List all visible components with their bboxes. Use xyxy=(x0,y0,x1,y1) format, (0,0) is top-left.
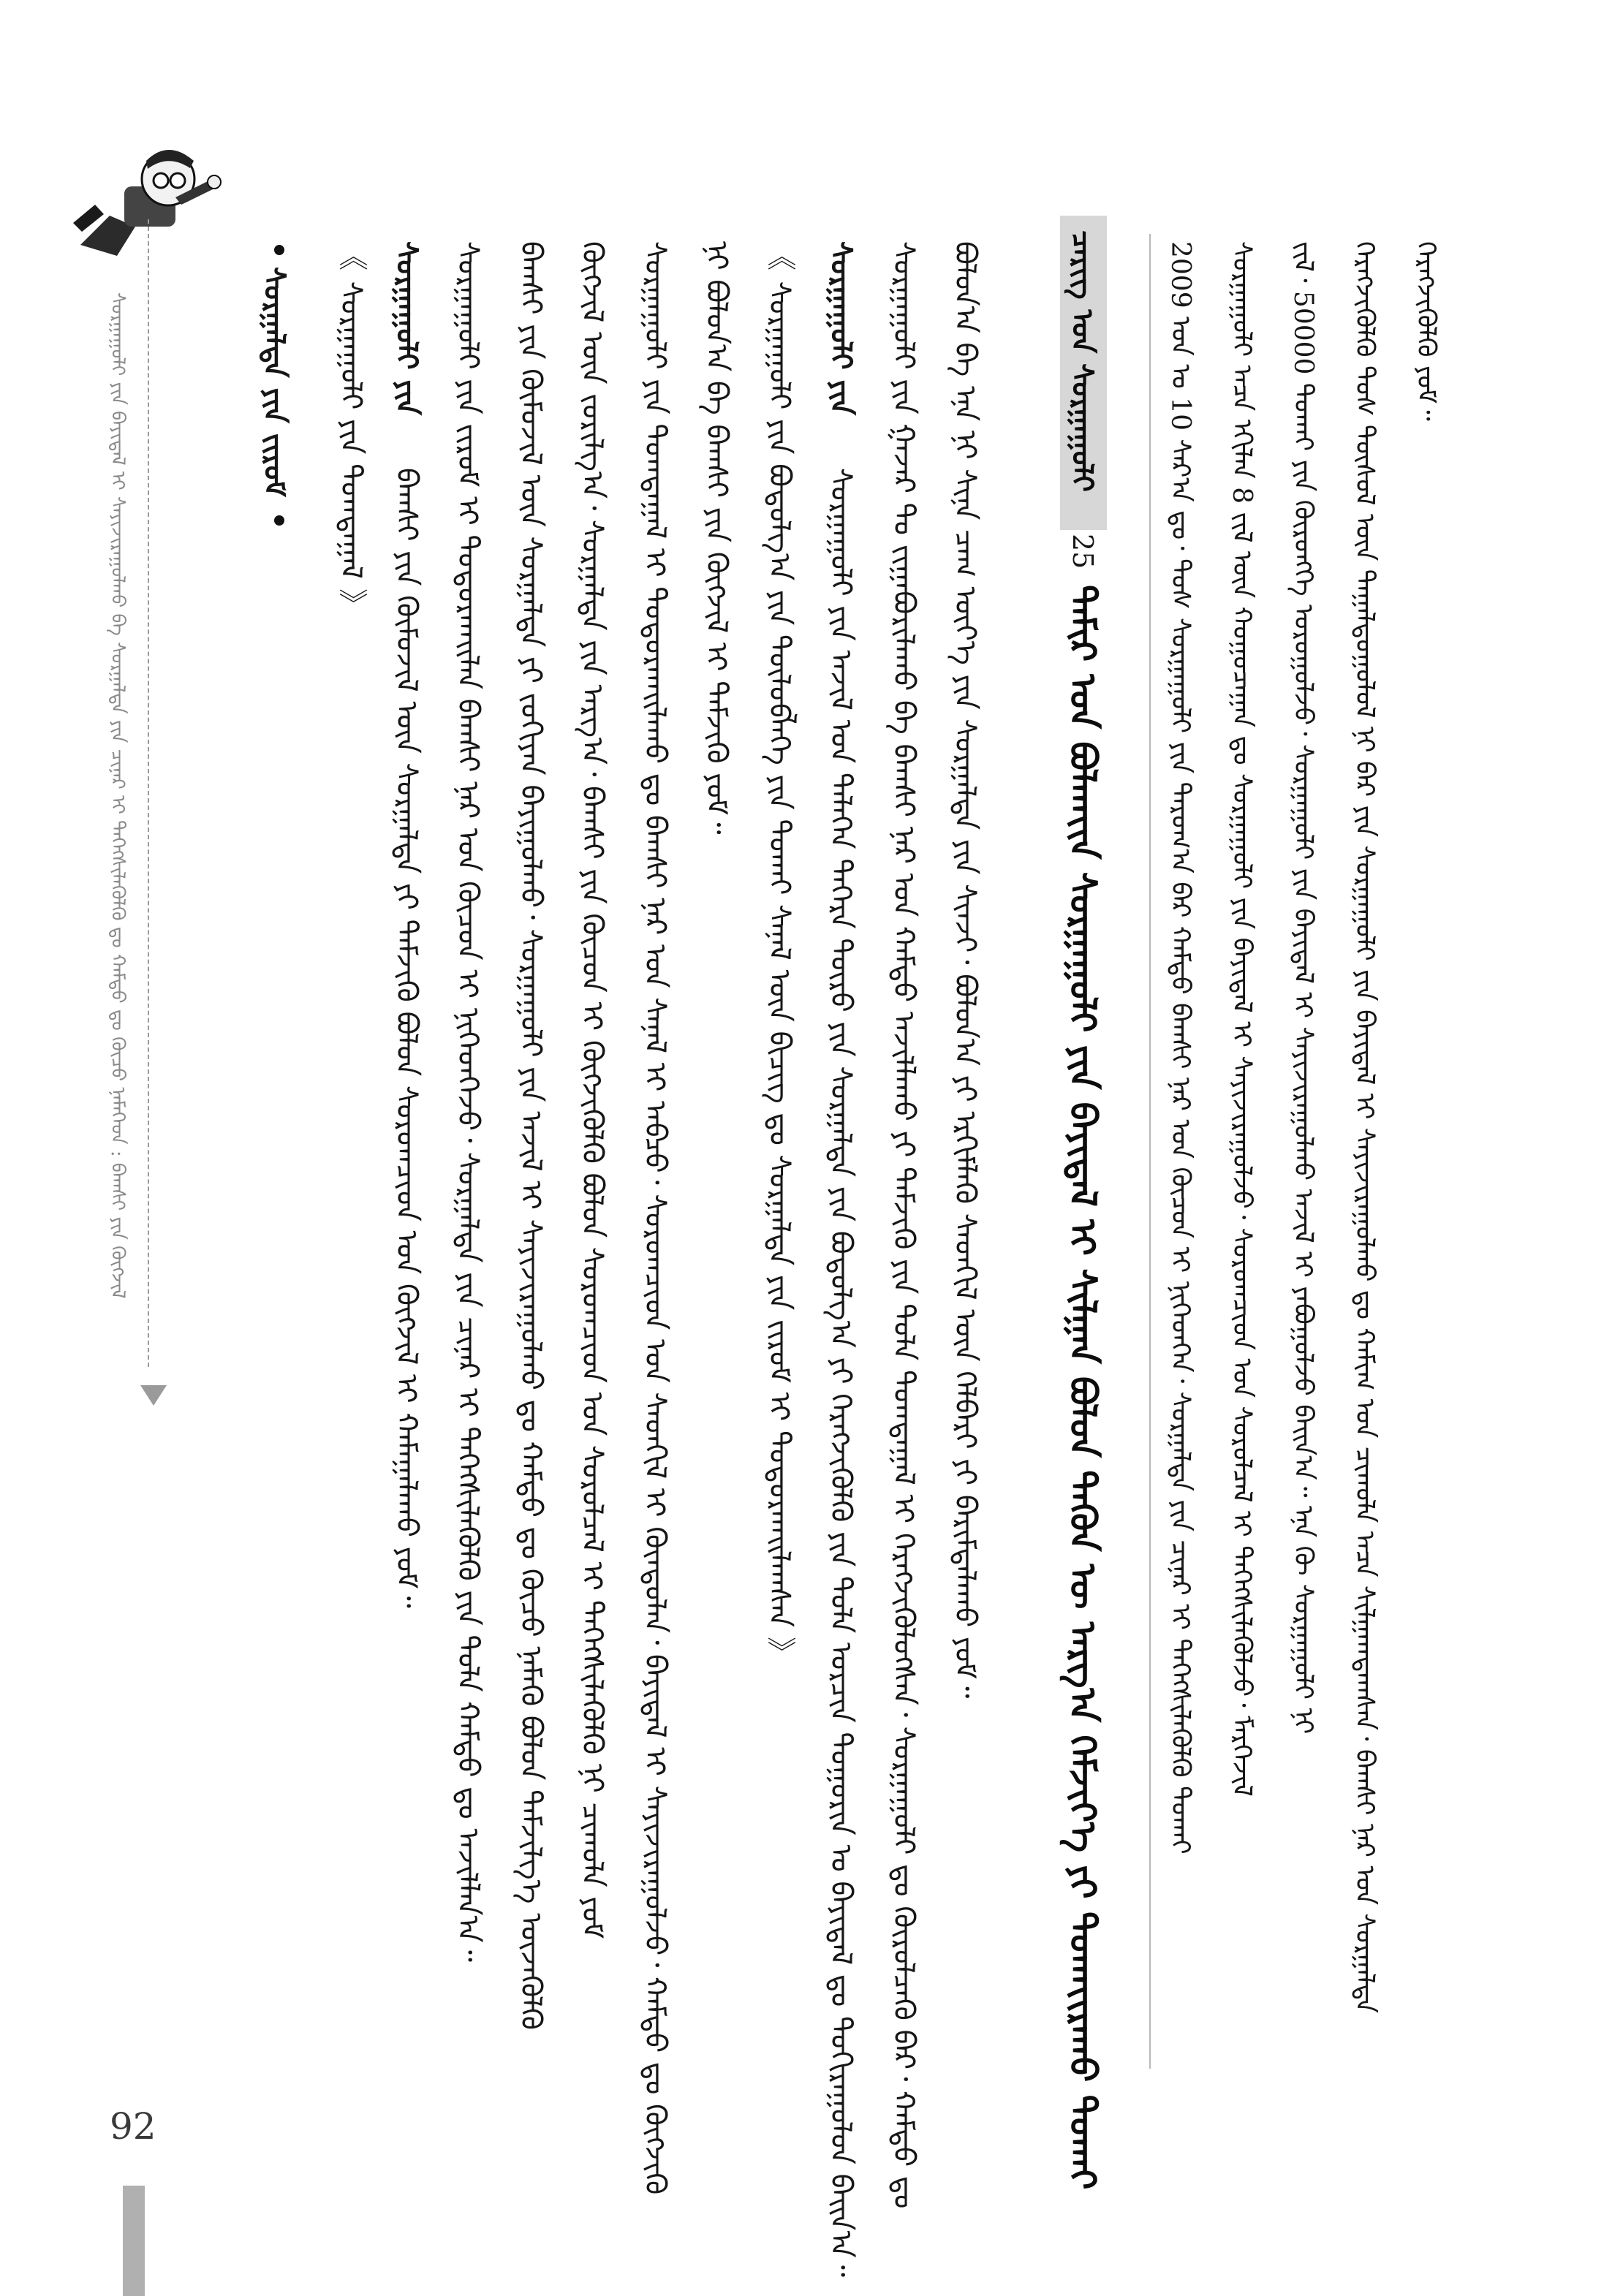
intro-line: ᠬᠡᠷᠡᠭᠵᠢᠭᠦᠯᠬᠦ ᠶᠤᠮ᠃ xyxy=(1411,241,1441,421)
header-divider xyxy=(1149,234,1151,2069)
body-line: ᠪᠠᠭᠰᠢ ᠶᠢᠨ ᠬᠦᠮᠦᠵᠢᠯ ᠦᠨ ᠰᠤᠷᠭᠠᠯᠲᠠ ᠶᠢ ᠵᠣᠬᠢᠶᠠᠨ ᠪᠠᠶᠢᠭᠤᠯᠬᠤ᠂ ᠰᠤᠷᠭᠠᠭᠤᠯᠢ ᠶᠢᠨ ᠠᠵᠢᠯ ᠢ ᠰᠠᠶᠢᠵᠢᠷᠠᠭᠤᠯᠬᠤ ᠳᠤ ᠬᠠᠮᠲᠤ ᠳᠤ ᠬᠦᠴᠦ ᠨᠡᠮᠡᠬᠦ ᠪᠣᠯᠣᠨ ᠳᠡᠮᠵᠢᠯᠭ᠎ᠡ ᠦᠵᠡᠭᠦᠯᠬᠦ xyxy=(514,241,548,2031)
section-header-label: ᠴᠡᠷᠢᠭ ᠤᠨ ᠰᠤᠷᠭᠠᠭᠤᠯᠢ xyxy=(1065,230,1100,492)
section-number-band xyxy=(1060,216,1107,530)
body-line: 《 ᠰᠤᠷᠭᠠᠭᠤᠯᠢ ᠶᠢᠨ ᠪᠣᠳᠣᠯᠭ᠎ᠠ ᠶᠢᠨ ᠲᠥᠯᠥᠪᠯᠡᠭᠡ ᠶᠢᠨ ᠲᠤᠬᠠᠢ ᠰᠠᠨᠠᠯ ᠦᠨ ᠪᠢᠴᠢᠭ ᠳᠤ ᠰᠤᠷᠭᠠᠯᠲᠠ ᠶᠢᠨ ᠵᠢᠷᠤᠮ ᠢ ᠲᠣᠳᠣᠷᠬᠠᠢᠯᠠᠭᠰᠠᠨ 》 xyxy=(763,241,796,1667)
cartoon-mascot-icon xyxy=(66,135,227,267)
bullet-dot-icon xyxy=(274,245,284,255)
bullet-dot-icon xyxy=(274,515,284,526)
footer-divider xyxy=(148,219,149,1367)
section-number: 25 xyxy=(1067,534,1099,569)
running-footer: ᠰᠤᠷᠭᠠᠭᠤᠯᠢ ᠶᠢᠨ ᠪᠠᠶᠢᠳᠠᠯ ᠢ ᠰᠠᠶᠢᠵᠢᠷᠠᠭᠤᠯᠬᠤ ᠪᠠ ᠰᠤᠷᠭᠠᠯᠲᠠ ᠶᠢᠨ ᠴᠢᠨᠠᠷ ᠢ ᠳᠡᠭᠡᠭᠰᠢᠯᠡᠭᠦᠯᠬᠦ ᠳᠤ ᠬᠠᠮᠲᠤ ᠳᠤ ᠬᠦᠴᠦ ᠨᠡᠮᠡᠭᠡᠳ : ᠪᠠᠭᠰᠢ ᠶᠢᠨ ᠬᠥᠭᠵᠢᠯ xyxy=(107,292,129,1299)
page-edge-bar xyxy=(123,2186,145,2296)
intro-line: ᠬᠡᠷᠡᠭᠵᠢᠭᠦᠯᠬᠦ ᠲᠤᠰ ᠲᠥᠰᠥᠯ ᠦᠨ ᠳᠠᠭᠠᠯᠳᠤᠭᠤᠯᠤᠯ ᠨᠢ ᠪᠡᠷ ᠶᠢᠨ ᠰᠤᠷᠭᠠᠭᠤᠯᠢ ᠶᠢᠨ ᠪᠠᠶᠢᠳᠠᠯ ᠢ ᠰᠠᠶᠢᠵᠢᠷᠠᠭᠤᠯᠬᠤ ᠳᠤ ᠬᠠᠮᠢᠭ ᠤᠨ ᠴᠢᠬᠤᠯᠠ ᠠᠴᠠ ᠰᠢᠯᠭᠠᠭᠳᠠᠭᠰᠠᠨ᠂ ᠪᠠᠭᠰᠢ ᠨᠠᠷ ᠤᠨ ᠰᠤᠷᠭᠠᠯᠲᠠ xyxy=(1350,241,1380,2013)
intro-line: ᠰᠤᠷᠭᠠᠭᠤᠯᠢ ᠠᠴᠠ ᠡᠬᠢᠯᠡᠨ 8 ᠵᠢᠯ ᠦᠨ ᠬᠤᠭᠤᠴᠠᠭᠠᠨ ᠳᠤ ᠰᠤᠷᠭᠠᠭᠤᠯᠢ ᠶᠢᠨ ᠪᠠᠶᠢᠳᠠᠯ ᠢ ᠰᠠᠶᠢᠵᠢᠷᠠᠭᠤᠯᠵᠤ᠂ ᠰᠤᠷᠤᠭᠴᠢᠳ ᠤᠨ ᠰᠤᠷᠤᠯᠴᠠᠯ ᠢ ᠳᠡᠭᠡᠭᠰᠢᠯᠡᠭᠦᠯᠵᠦ᠂ ᠮᠡᠷᠭᠡᠵᠢᠯ xyxy=(1227,241,1257,1797)
body-line: ᠰᠤᠷᠭᠠᠭᠤᠯᠢ ᠶᠢᠨ ᠵᠢᠷᠤᠮ ᠢ ᠲᠣᠳᠣᠷᠬᠠᠢᠯᠠᠨ ᠪᠠᠭᠰᠢ ᠨᠠᠷ ᠤᠨ ᠬᠦᠴᠦᠨ ᠢ ᠨᠢᠭᠡᠳᠭᠡᠵᠦ᠂ ᠰᠤᠷᠭᠠᠯᠲᠠ ᠶᠢᠨ ᠴᠢᠨᠠᠷ ᠢ ᠳᠡᠭᠡᠭᠰᠢᠯᠡᠭᠦᠯᠬᠦ ᠶᠢᠨ ᠲᠤᠯᠠ ᠬᠠᠮᠲᠤ ᠳᠤ ᠠᠵᠢᠯᠯᠠᠨ᠎ᠠ᠃ xyxy=(451,241,485,1963)
bullet-item-text: ᠰᠤᠷᠭᠠᠯᠲᠠ ᠶᠢᠨ ᠵᠢᠷᠤᠮ xyxy=(257,267,292,497)
intro-line: ᠵᠢᠯ᠂ 50000 ᠲᠤᠬᠠᠢ ᠶᠢᠨ ᠬᠥᠷᠥᠩᠭᠡ ᠣᠷᠤᠭᠤᠯᠵᠤ᠂ ᠰᠤᠷᠭᠠᠭᠤᠯᠢ ᠶᠢᠨ ᠪᠠᠶᠢᠳᠠᠯ ᠢ ᠰᠠᠶᠢᠵᠢᠷᠠᠭᠤᠯᠬᠤ ᠠᠵᠢᠯ ᠢ ᠶᠠᠪᠤᠭᠤᠯᠵᠤ ᠪᠠᠢᠨ᠎ᠠ᠃ ᠡᠨᠡ ᠬᠦ ᠰᠤᠷᠭᠠᠭᠤᠯᠢ ᠨᠢ xyxy=(1288,241,1318,1735)
body-line: ᠰᠤᠷᠭᠠᠭᠤᠯᠢ ᠶᠢᠨ ᠲᠣᠭᠲᠠᠭᠠᠯ ᠢ ᠲᠣᠳᠣᠷᠬᠠᠢᠯᠠᠬᠤ ᠳᠤ ᠪᠠᠭᠰᠢ ᠨᠠᠷ ᠤᠨ ᠰᠠᠨᠠᠯ ᠢ ᠠᠪᠴᠤ᠂ ᠰᠤᠷᠤᠭᠴᠢᠳ ᠤᠨ ᠰᠡᠳᠭᠢᠯ ᠢ ᠬᠦᠨᠳᠦᠯᠡᠨ᠂ ᠪᠠᠶᠢᠳᠠᠯ ᠢ ᠰᠠᠶᠢᠵᠢᠷᠠᠭᠤᠯᠵᠤ᠂ ᠬᠠᠮᠲᠤ ᠳᠤ ᠬᠥᠭᠵᠢᠬᠦ xyxy=(638,241,672,2195)
body-line: ᠨᠢ ᠪᠣᠯᠣᠨ᠎ᠠ ᠪᠠ ᠪᠠᠭᠰᠢ ᠶᠢᠨ ᠬᠥᠭᠵᠢᠯ ᠢ ᠳᠡᠮᠵᠢᠬᠦ ᠶᠤᠮ᠃ xyxy=(700,241,733,835)
quote-line: 《 ᠰᠤᠷᠭᠠᠭᠤᠯᠢ ᠶᠢᠨ ᠲᠣᠭᠲᠠᠭᠠᠯ 》 xyxy=(334,241,368,618)
section-title: ᠲᠠᠮᠢᠷ ᠤᠨ ᠪᠣᠯᠬᠠᠶ᠋ᠢᠨ ᠰᠤᠷᠭᠠᠭᠤᠯᠢ ᠶᠢᠨ ᠪᠠᠶᠢᠳᠠᠯ ᠢ ᠰᠢᠯᠭᠠᠨ ᠪᠣᠯᠤᠨ ᠲᠡᠭᠦᠨ ᠦ ᠠᠷᠭ᠎ᠠ ᠬᠡᠮᠵᠢᠶ᠎ᠡ ᠶᠢ ᠲᠤᠬᠠᠶ᠋ᠢᠷᠠᠬᠤ ᠲᠤᠬᠠᠢ xyxy=(1062,585,1105,2190)
intro-line: 2009 ᠣᠨ ᠤ 10 ᠰᠠᠷ᠎ᠠ ᠳᠤ᠂ ᠲᠤᠰ ᠰᠤᠷᠭᠠᠭᠤᠯᠢ ᠶᠢᠨ ᠳᠠᠷᠤᠭ᠎ᠠ ᠪᠡᠷ ᠬᠠᠮᠲᠤ ᠪᠠᠭᠰᠢ ᠨᠠᠷ ᠤᠨ ᠬᠦᠴᠦᠨ ᠢ ᠨᠢᠭᠡᠳᠭᠡᠨ᠂ ᠰᠤᠷᠭᠠᠯᠲᠠ ᠶᠢᠨ ᠴᠢᠨᠠᠷ ᠢ ᠳᠡᠭᠡᠭᠰᠢᠯᠡᠭᠦᠯᠬᠦ ᠲᠤᠬᠠᠢ xyxy=(1165,241,1195,1854)
body-line: ᠬᠥᠭᠵᠢᠯ ᠦᠨ ᠵᠣᠷᠢᠯᠭ᠎ᠠ᠂ ᠰᠤᠷᠭᠠᠯᠲᠠ ᠶᠢᠨ ᠠᠷᠭ᠎ᠠ᠂ ᠪᠠᠭᠰᠢ ᠶᠢᠨ ᠬᠦᠴᠦᠨ ᠢ ᠬᠥᠭᠵᠢᠭᠦᠯᠬᠦ ᠪᠣᠯᠣᠨ ᠰᠤᠷᠤᠭᠴᠢᠳ ᠤᠨ ᠰᠤᠷᠤᠯᠴᠠᠯ ᠢ ᠳᠡᠭᠡᠭᠰᠢᠯᠡᠭᠦᠯᠬᠦ ᠨᠢ ᠴᠢᠬᠤᠯᠠ ᠶᠤᠮ xyxy=(575,241,609,1939)
triangle-marker-icon xyxy=(140,1385,167,1406)
body-line: ᠰᠤᠷᠭᠠᠭᠤᠯᠢ ᠶᠢᠨ ᠠᠵᠢᠯ ᠤᠨ ᠳᠡᠯᠡᠭᠡᠨ ᠳᠡᠭᠡᠷᠡ ᠲᠦᠷᠦ ᠶᠢᠨ ᠰᠤᠷᠭᠠᠯᠲᠠ ᠶᠢᠨ ᠪᠣᠳᠣᠯᠭ᠎ᠠ ᠶᠢ ᠬᠡᠷᠡᠭᠵᠢᠭᠦᠯᠬᠦ ᠶᠢᠨ ᠲᠤᠯᠠ ᠣᠷᠴᠢᠨ ᠲᠣᠭᠣᠷᠢᠨ ᠤ ᠪᠠᠶᠢᠳᠠᠯ ᠳᠤ ᠲᠣᠬᠢᠷᠠᠭᠤᠯᠤᠨ ᠪᠠᠢᠨ᠎ᠠ᠃ xyxy=(824,468,858,2278)
body-line: ᠪᠣᠯᠣᠨ᠎ᠠ ᠪᠠ ᠡᠨᠡ ᠨᠢ ᠰᠢᠨᠡ ᠴᠠᠭ ᠦᠶ᠎ᠡ ᠶᠢᠨ ᠰᠤᠷᠭᠠᠯᠲᠠ ᠶᠢᠨ ᠰᠢᠨᠵᠢ᠂ ᠪᠣᠯᠣᠨ᠎ᠠ ᠶᠢ ᠡᠷᠬᠢᠮᠯᠡᠬᠦ ᠰᠡᠳᠭᠢᠯ ᠦᠨ ᠬᠡᠯᠪᠡᠷᠢ ᠶᠢ ᠪᠠᠷᠢᠮᠲᠠᠯᠠᠬᠤ ᠶᠤᠮ᠃ xyxy=(948,241,982,1699)
body-bold-term: ᠰᠤᠷᠭᠠᠭᠤᠯᠢ ᠶᠢᠨ xyxy=(390,241,424,416)
page-number: 92 xyxy=(110,2105,156,2148)
body-line: ᠰᠤᠷᠭᠠᠭᠤᠯᠢ ᠶᠢᠨ ᠭᠠᠵᠠᠷ ᠲᠤ ᠵᠢᠭᠠᠪᠤᠷᠢᠯᠠᠬᠤ ᠪᠠ ᠪᠠᠭᠰᠢ ᠨᠠᠷ ᠤᠨ ᠬᠠᠮᠲᠤ ᠠᠵᠢᠯᠯᠠᠬᠤ ᠶᠢ ᠳᠡᠮᠵᠢᠬᠦ ᠶᠢᠨ ᠲᠤᠯᠠ ᠲᠣᠭᠲᠠᠭᠠᠯ ᠢ ᠬᠡᠷᠡᠭᠵᠢᠭᠦᠯᠦᠭᠰᠡᠨ᠂ ᠰᠤᠷᠭᠠᠭᠤᠯᠢ ᠳᠤ ᠬᠦᠷᠦᠯᠴᠡᠬᠦ ᠪᠡᠷ᠂ ᠬᠠᠮᠲᠤ ᠳᠤ xyxy=(887,241,920,2209)
body-bold-term: ᠰᠤᠷᠭᠠᠭᠤᠯᠢ ᠶᠢᠨ xyxy=(824,241,858,416)
body-line: ᠪᠠᠭᠰᠢ ᠶᠢᠨ ᠬᠦᠮᠦᠵᠢᠯ ᠦᠨ ᠰᠤᠷᠭᠠᠯᠲᠠ ᠶᠢ ᠳᠡᠮᠵᠢᠬᠦ ᠪᠣᠯᠣᠨ ᠰᠤᠷᠤᠭᠴᠢᠳ ᠤᠨ ᠬᠥᠭᠵᠢᠯ ᠢ ᠬᠠᠮᠠᠭᠠᠯᠠᠬᠤ ᠶᠤᠮ᠃ xyxy=(390,468,423,1608)
